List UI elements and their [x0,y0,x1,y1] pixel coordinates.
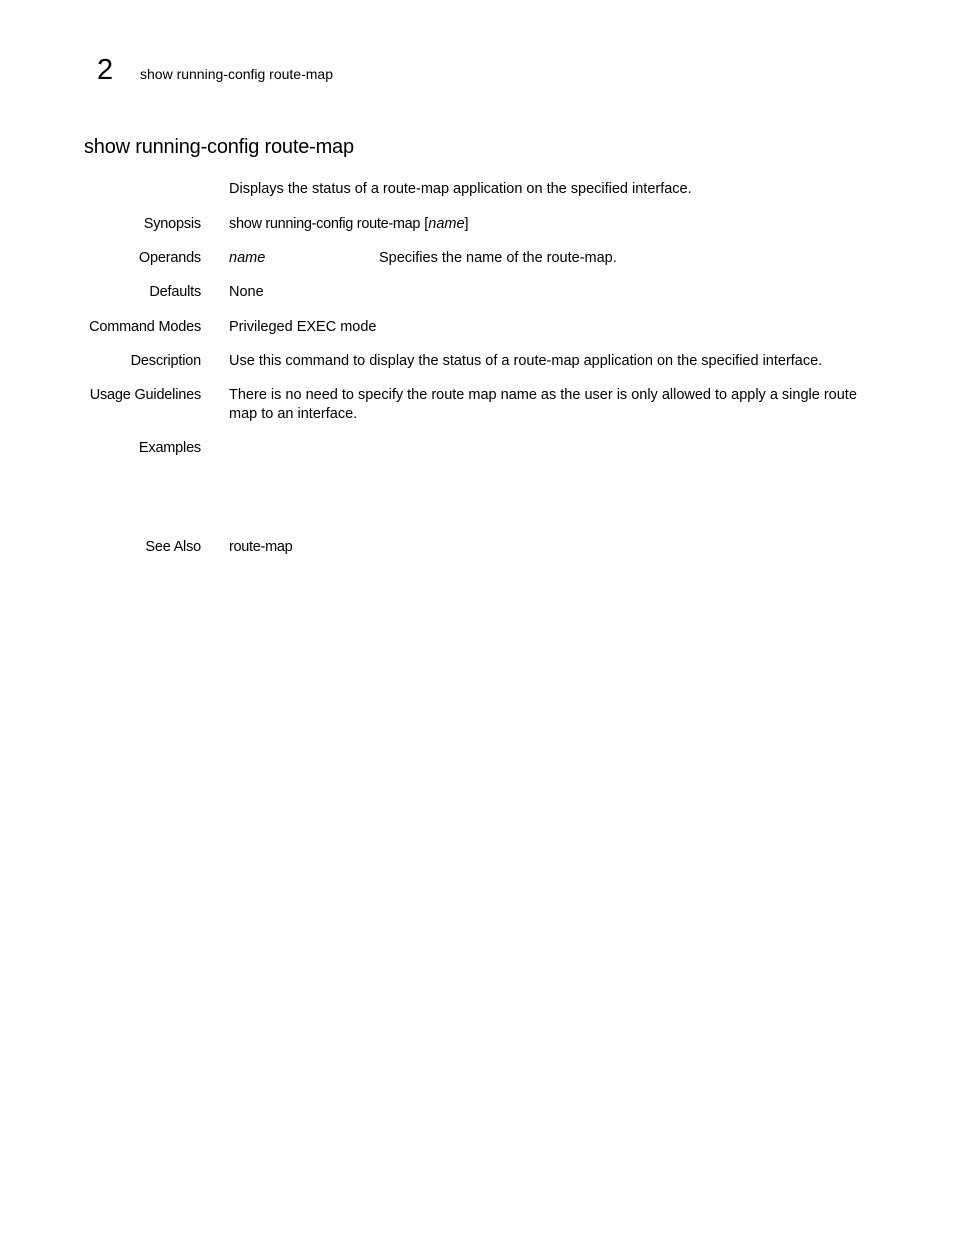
synopsis-open-bracket: [ [424,216,429,232]
synopsis-text [229,215,879,234]
synopsis-command: show running-config route-map [229,216,421,232]
operand-description: Specifies the name of the route-map. [379,250,617,266]
description-text: Use this command to display the status of a route-map application on the specified interface. [229,353,823,369]
usage-guidelines-text: There is no need to specify the route map name as the user is only allowed to apply a single route map to an interface. [229,387,857,422]
operands-label: Operands [138,250,201,266]
synopsis-param: name [428,216,465,232]
command-modes-label: Command Modes [89,319,201,335]
synopsis-close-bracket: ] [464,216,469,232]
see-also-link[interactable]: route-map [229,539,293,555]
command-modes-text: Privileged EXEC mode [229,319,377,335]
running-header: show running-config route-map [140,66,333,82]
see-also-label: See Also [145,539,201,555]
description-label: Description [130,353,201,369]
chapter-number: 2 [97,54,114,86]
page-title: show running-config route-map [84,136,354,158]
synopsis-label: Synopsis [143,216,201,232]
examples-label: Examples [138,440,201,456]
defaults-text: None [229,284,264,300]
intro-text: Displays the status of a route-map application on the specified interface. [229,181,692,197]
defaults-label: Defaults [149,284,201,300]
usage-guidelines-label: Usage Guidelines [89,387,201,403]
operand-name: name [229,250,266,266]
